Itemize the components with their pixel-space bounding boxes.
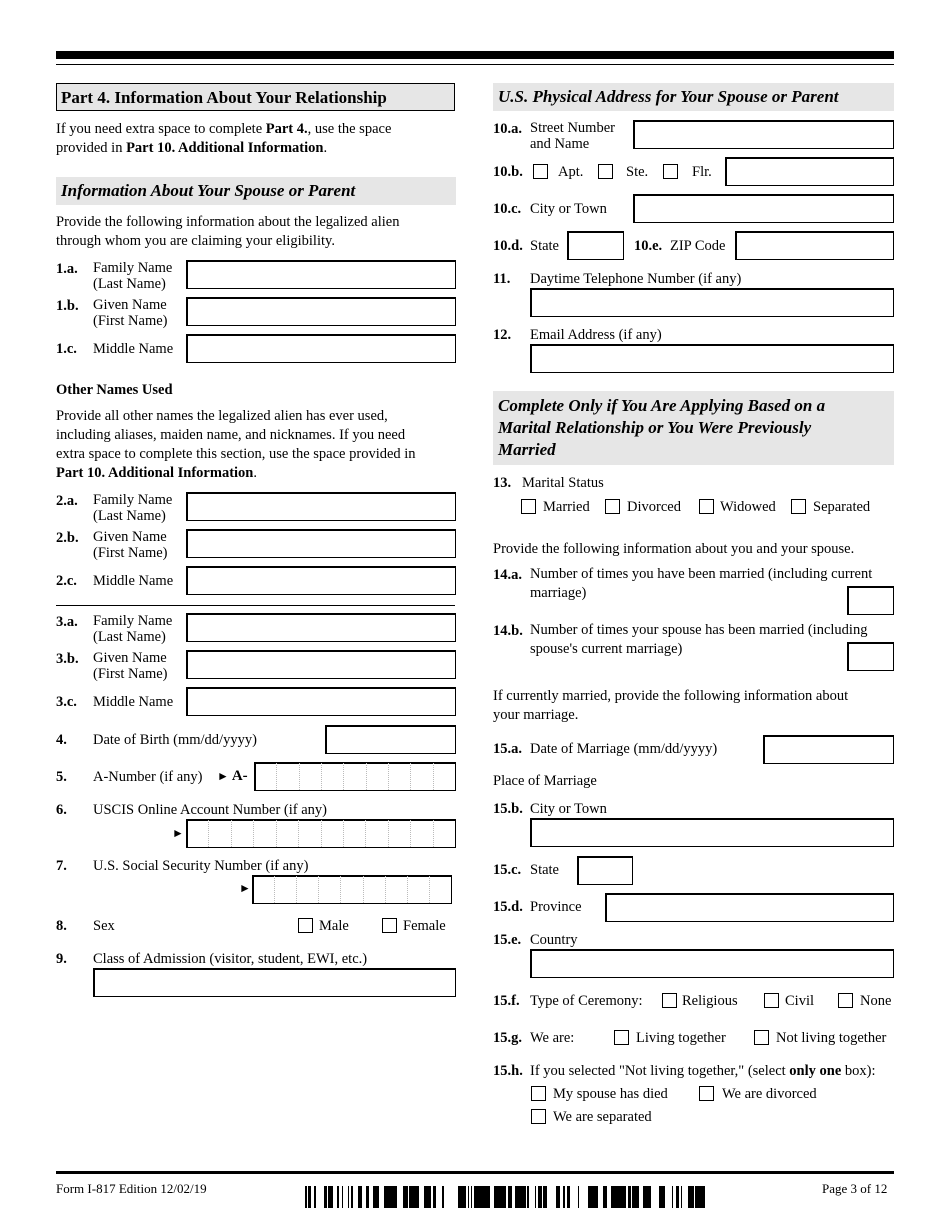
q2c-number: 2.c.	[56, 573, 77, 589]
q2c-label: Middle Name	[93, 573, 174, 589]
female-label: Female	[403, 918, 446, 934]
living-together-checkbox[interactable]	[614, 1030, 629, 1045]
q10d-number: 10.d.	[493, 238, 523, 254]
top-rule	[56, 51, 894, 59]
male-checkbox[interactable]	[298, 918, 313, 933]
q3b-number: 3.b.	[56, 651, 79, 667]
q1b-label: Given Name (First Name)	[93, 297, 168, 329]
q9-label: Class of Admission (visitor, student, EWI, etc.)	[93, 951, 368, 967]
other-given-name-input-2[interactable]	[186, 650, 456, 679]
spouse-died-label: My spouse has died	[553, 1086, 668, 1102]
separated-2-checkbox[interactable]	[531, 1109, 546, 1124]
q6-label: USCIS Online Account Number (if any)	[93, 802, 327, 818]
q15h-label: If you selected "Not living together," (select only one box):	[530, 1063, 876, 1079]
q8-label: Sex	[93, 918, 115, 934]
place-of-marriage-label: Place of Marriage	[493, 773, 597, 789]
married-checkbox[interactable]	[521, 499, 536, 514]
arrow-right-icon: ►	[239, 881, 251, 895]
provide-info-text: Provide the following information about you and your spouse.	[493, 541, 855, 557]
q10c-number: 10.c.	[493, 201, 522, 217]
other-given-name-input-1[interactable]	[186, 529, 456, 558]
q2b-number: 2.b.	[56, 530, 79, 546]
q14a-label: Number of times you have been married (including current marriage)	[530, 566, 873, 601]
q14b-label: Number of times your spouse has been married (including spouse's current marriage)	[530, 622, 868, 657]
a-number-prefix: ► A-	[217, 768, 248, 784]
widowed-checkbox[interactable]	[699, 499, 714, 514]
q15g-label: We are:	[530, 1030, 575, 1046]
married-label: Married	[543, 499, 590, 515]
q15a-number: 15.a.	[493, 741, 522, 757]
arrow-right-icon: ►	[217, 769, 229, 783]
date-of-birth-input[interactable]	[325, 725, 456, 754]
q5-number: 5.	[56, 769, 67, 785]
q6-number: 6.	[56, 802, 67, 818]
q10a-label: Street Number and Name	[530, 120, 615, 152]
q15g-number: 15.g.	[493, 1030, 522, 1046]
q14a-number: 14.a.	[493, 567, 522, 583]
q1c-label: Middle Name	[93, 341, 174, 357]
divorced-label: Divorced	[627, 499, 681, 515]
date-of-marriage-input[interactable]	[763, 735, 894, 764]
q13-label: Marital Status	[522, 475, 604, 491]
q14b-number: 14.b.	[493, 623, 523, 639]
q12-label: Email Address (if any)	[530, 327, 662, 343]
other-middle-name-input-2[interactable]	[186, 687, 456, 716]
q5-label: A-Number (if any)	[93, 769, 203, 785]
q3c-number: 3.c.	[56, 694, 77, 710]
flr-checkbox[interactable]	[663, 164, 678, 179]
spouse-died-checkbox[interactable]	[531, 1086, 546, 1101]
q3a-number: 3.a.	[56, 614, 78, 630]
divorced-2-checkbox[interactable]	[699, 1086, 714, 1101]
divorced-checkbox[interactable]	[605, 499, 620, 514]
other-names-heading: Other Names Used	[56, 382, 173, 398]
q15h-number: 15.h.	[493, 1063, 523, 1079]
q15a-label: Date of Marriage (mm/dd/yyyy)	[530, 741, 718, 757]
q15c-number: 15.c.	[493, 862, 522, 878]
section-header-marital: Complete Only if You Are Applying Based on a Marital Relationship or You Were Previously Married	[493, 391, 894, 465]
separated-checkbox[interactable]	[791, 499, 806, 514]
male-label: Male	[319, 918, 349, 934]
q2a-label: Family Name (Last Name)	[93, 492, 173, 524]
middle-name-input[interactable]	[186, 334, 456, 363]
top-thin-rule	[56, 64, 894, 65]
uscis-account-input[interactable]	[186, 819, 456, 848]
marriage-province-input[interactable]	[605, 893, 894, 922]
q15b-number: 15.b.	[493, 801, 523, 817]
q2a-number: 2.a.	[56, 493, 78, 509]
apt-label: Apt.	[558, 164, 584, 180]
part-intro: If you need extra space to complete Part 4., use the space provided in Part 10. Additional Information.	[56, 121, 392, 156]
q3a-label: Family Name (Last Name)	[93, 613, 173, 645]
q10c-label: City or Town	[530, 201, 607, 217]
q10d-label: State	[530, 238, 559, 254]
section-header-spouse: Information About Your Spouse or Parent	[56, 177, 456, 205]
class-of-admission-input[interactable]	[93, 968, 456, 997]
flr-label: Flr.	[692, 164, 712, 180]
q15d-number: 15.d.	[493, 899, 523, 915]
section-header-address: U.S. Physical Address for Your Spouse or Parent	[493, 83, 894, 111]
widowed-label: Widowed	[720, 499, 776, 515]
religious-label: Religious	[682, 993, 738, 1009]
q15e-number: 15.e.	[493, 932, 522, 948]
spouse-description: Provide the following information about the legalized alien through whom you are claiming your eligibility.	[56, 214, 400, 249]
separated-label: Separated	[813, 499, 871, 515]
none-label: None	[860, 993, 892, 1009]
q1a-number: 1.a.	[56, 261, 78, 277]
q9-number: 9.	[56, 951, 67, 967]
ssn-input[interactable]	[252, 875, 452, 904]
form-edition: Form I-817 Edition 12/02/19	[56, 1181, 207, 1196]
apt-checkbox[interactable]	[533, 164, 548, 179]
q11-number: 11.	[493, 271, 511, 287]
q10a-number: 10.a.	[493, 121, 522, 137]
q15c-label: State	[530, 862, 559, 878]
q3c-label: Middle Name	[93, 694, 174, 710]
given-name-input[interactable]	[186, 297, 456, 326]
state-input[interactable]	[567, 231, 624, 260]
q2b-label: Given Name (First Name)	[93, 529, 168, 561]
q1a-label: Family Name (Last Name)	[93, 260, 173, 292]
other-middle-name-input-1[interactable]	[186, 566, 456, 595]
currently-married-text: If currently married, provide the following information about your marriage.	[493, 688, 849, 723]
q1c-number: 1.c.	[56, 341, 77, 357]
q15f-number: 15.f.	[493, 993, 520, 1009]
other-family-name-input-2[interactable]	[186, 613, 456, 642]
civil-checkbox[interactable]	[764, 993, 779, 1008]
ste-checkbox[interactable]	[598, 164, 613, 179]
marriage-state-input[interactable]	[577, 856, 633, 885]
none-checkbox[interactable]	[838, 993, 853, 1008]
q15b-label: City or Town	[530, 801, 607, 817]
marriage-city-input[interactable]	[530, 818, 894, 847]
q4-label: Date of Birth (mm/dd/yyyy)	[93, 732, 257, 748]
a-number-input[interactable]	[254, 762, 456, 791]
city-input[interactable]	[633, 194, 894, 223]
q7-number: 7.	[56, 858, 67, 874]
family-name-input[interactable]	[186, 260, 456, 289]
times-married-input[interactable]	[847, 586, 894, 615]
q15d-label: Province	[530, 899, 582, 915]
unit-number-input[interactable]	[725, 157, 894, 186]
spouse-times-married-input[interactable]	[847, 642, 894, 671]
divider	[56, 605, 455, 606]
bottom-rule	[56, 1171, 894, 1174]
ste-label: Ste.	[626, 164, 649, 180]
not-living-together-checkbox[interactable]	[754, 1030, 769, 1045]
separated-2-label: We are separated	[553, 1109, 652, 1125]
email-input[interactable]	[530, 344, 894, 373]
q10e-number: 10.e.	[634, 238, 663, 254]
zip-code-input[interactable]	[735, 231, 894, 260]
not-living-together-label: Not living together	[776, 1030, 887, 1046]
q13-number: 13.	[493, 475, 512, 491]
q10b-number: 10.b.	[493, 164, 523, 180]
arrow-right-icon: ►	[172, 826, 184, 840]
q4-number: 4.	[56, 732, 67, 748]
female-checkbox[interactable]	[382, 918, 397, 933]
q15f-label: Type of Ceremony:	[530, 993, 643, 1009]
q8-number: 8.	[56, 918, 67, 934]
q3b-label: Given Name (First Name)	[93, 650, 168, 682]
street-input[interactable]	[633, 120, 894, 149]
divorced-2-label: We are divorced	[722, 1086, 817, 1102]
part-title: Part 4. Information About Your Relationship	[56, 83, 455, 111]
barcode-icon	[305, 1186, 705, 1208]
civil-label: Civil	[785, 993, 815, 1009]
other-names-description: Provide all other names the legalized alien has ever used, including aliases, maiden name, and nicknames. If you need extra space to complete this section, use the space provided in Part 10. Additional Information.	[56, 408, 416, 481]
living-together-label: Living together	[636, 1030, 726, 1046]
q1b-number: 1.b.	[56, 298, 79, 314]
marriage-country-input[interactable]	[530, 949, 894, 978]
religious-checkbox[interactable]	[662, 993, 677, 1008]
page-number: Page 3 of 12	[822, 1181, 888, 1196]
q10e-label: ZIP Code	[670, 238, 726, 254]
q15e-label: Country	[530, 932, 578, 948]
other-family-name-input-1[interactable]	[186, 492, 456, 521]
q11-label: Daytime Telephone Number (if any)	[530, 271, 742, 287]
telephone-input[interactable]	[530, 288, 894, 317]
q12-number: 12.	[493, 327, 512, 343]
q7-label: U.S. Social Security Number (if any)	[93, 858, 309, 874]
